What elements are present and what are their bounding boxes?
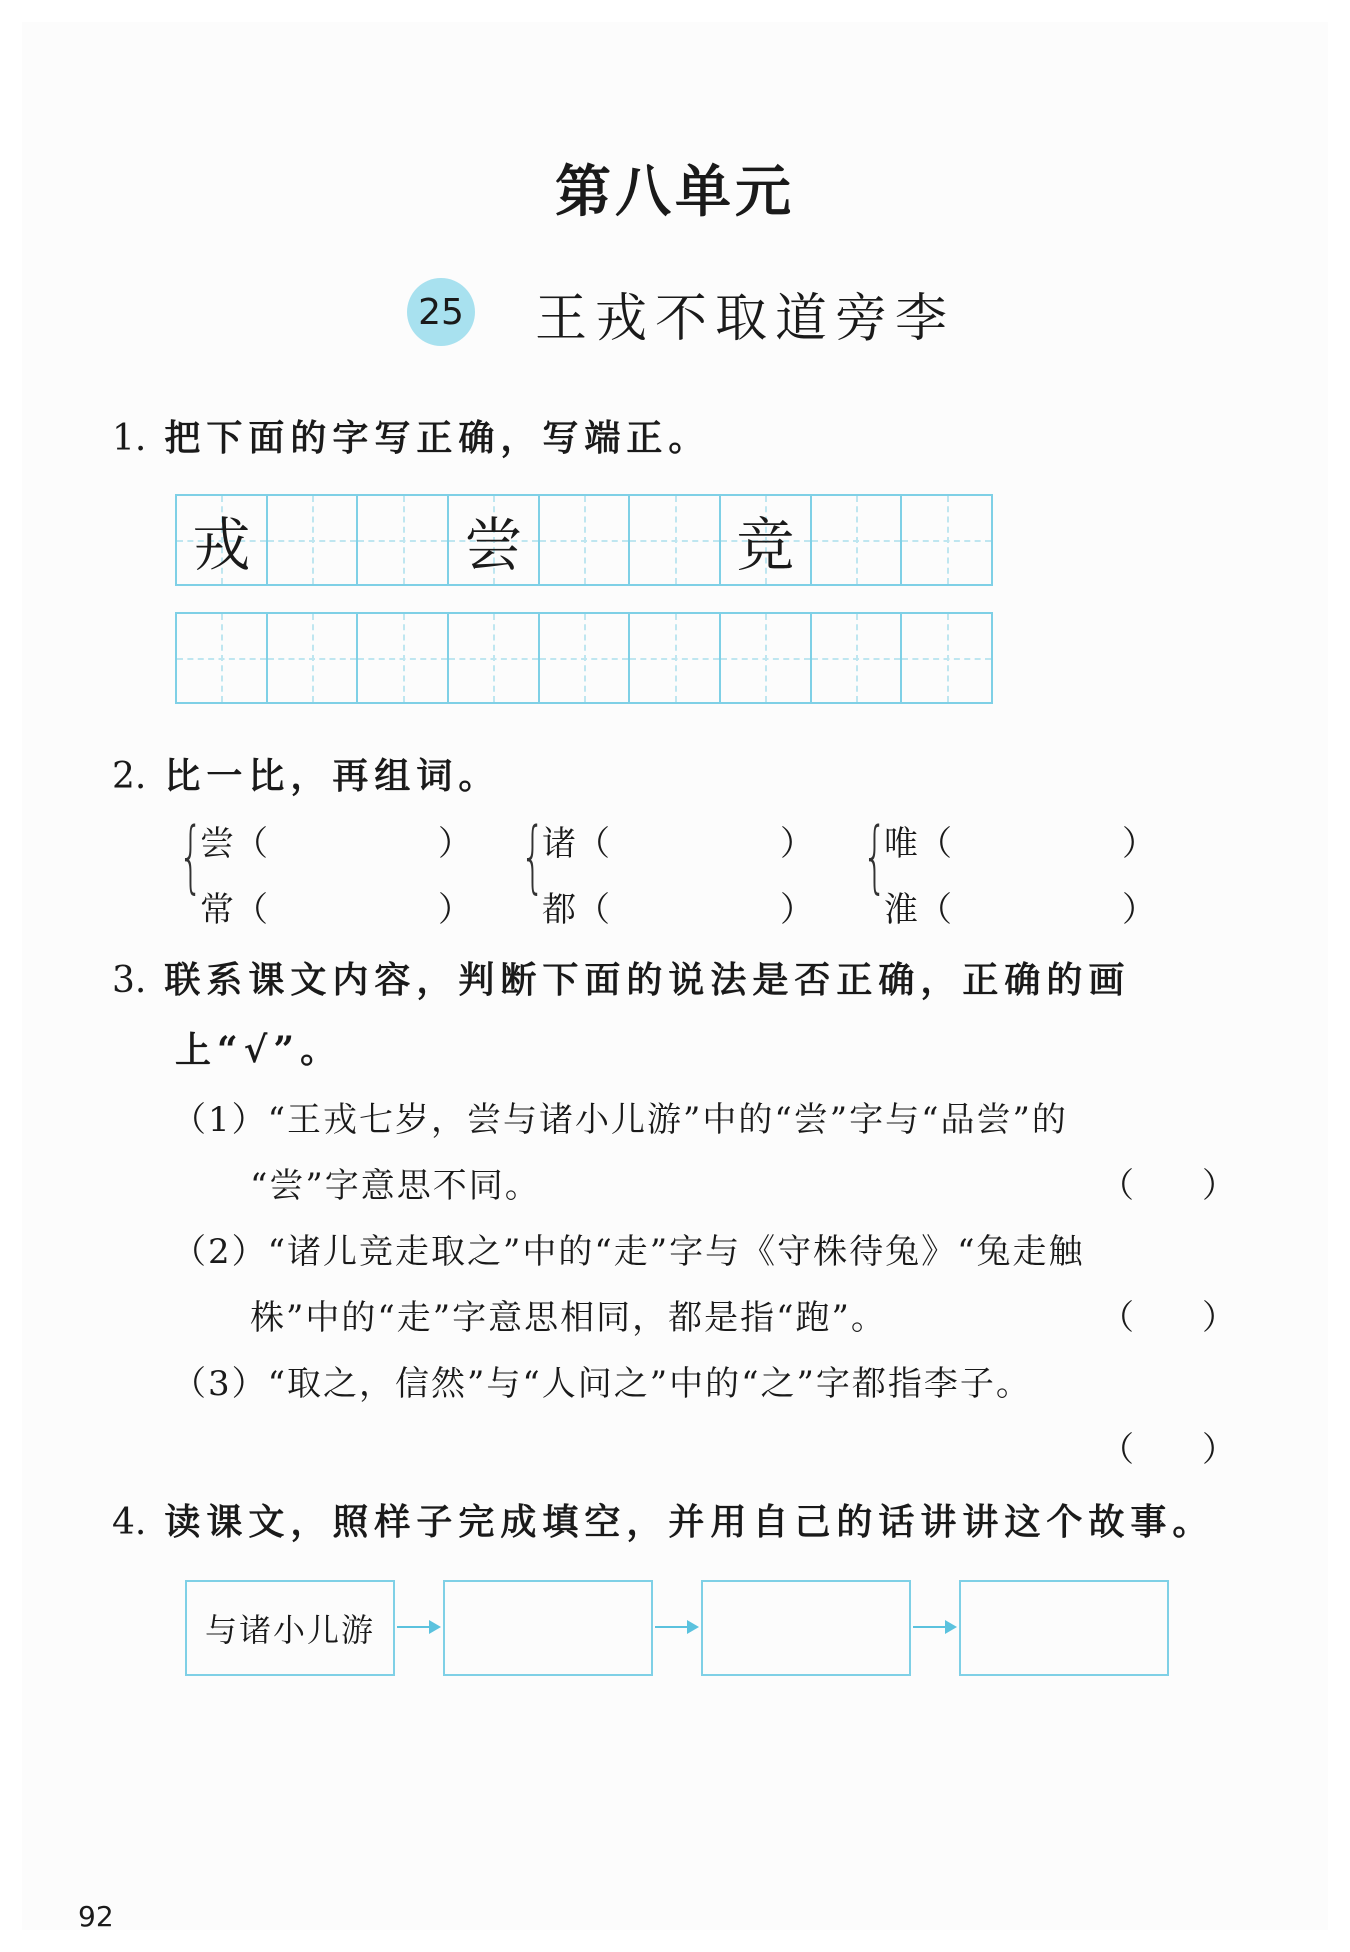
writing-cell[interactable] — [358, 496, 449, 584]
compare-item[interactable]: 尝（ ） — [200, 824, 472, 864]
judge-item-label: （2） — [172, 1232, 268, 1272]
unit-title: 第八单元 — [555, 159, 795, 225]
writing-cell[interactable] — [630, 614, 721, 702]
question-2 — [112, 748, 500, 799]
judge-item-2-line2: 株”中的“走”字意思相同，都是指“跑”。 — [250, 1298, 887, 1338]
writing-cell[interactable] — [358, 614, 449, 702]
answer-paren[interactable]: （ ） — [1100, 1298, 1236, 1338]
arrow-right-icon — [397, 1626, 439, 1628]
question-4-number: 4. — [112, 1502, 147, 1543]
compare-item[interactable]: 都（ ） — [542, 890, 814, 930]
judge-item-1-line1: （1）“王戎七岁，尝与诸小儿游”中的“尝”字与“品尝”的 — [172, 1100, 1068, 1140]
lesson-title: 王戎不取道旁李 — [535, 289, 956, 349]
writing-cell[interactable] — [902, 496, 991, 584]
question-3-number: 3. — [112, 960, 147, 1001]
compare-item[interactable]: 唯（ ） — [884, 824, 1156, 864]
writing-cell[interactable] — [812, 496, 903, 584]
writing-grid-row-2 — [175, 612, 993, 704]
writing-cell[interactable] — [177, 614, 268, 702]
story-box-1: 与诸小儿游 — [185, 1580, 395, 1676]
arrow-right-icon — [913, 1626, 955, 1628]
question-2-text: 比一比，再组词。 — [164, 755, 501, 797]
judge-item-label: （1） — [172, 1100, 268, 1140]
question-1-text: 把下面的字写正确，写端正。 — [164, 417, 711, 459]
story-box-2[interactable] — [443, 1580, 653, 1676]
writing-cell[interactable] — [268, 614, 359, 702]
lesson-number-badge: 25 — [407, 278, 475, 346]
brace-icon: { — [178, 812, 204, 902]
judge-item-label: （3） — [172, 1364, 268, 1404]
writing-cell[interactable] — [268, 496, 359, 584]
judge-item-2-line1: （2）“诸儿竞走取之”中的“走”字与《守株待兔》“兔走触 — [172, 1232, 1085, 1272]
arrow-right-icon — [655, 1626, 697, 1628]
brace-icon: { — [520, 812, 546, 902]
compare-item[interactable]: 淮（ ） — [884, 890, 1156, 930]
question-1-number: 1. — [112, 418, 147, 459]
story-box-3[interactable] — [701, 1580, 911, 1676]
writing-cell[interactable] — [449, 614, 540, 702]
writing-cell[interactable] — [721, 614, 812, 702]
writing-grid-row-1 — [175, 494, 993, 586]
question-3-text-line2: 上“√”。 — [175, 1029, 343, 1071]
writing-cell[interactable] — [812, 614, 903, 702]
question-3-text-line1: 联系课文内容，判断下面的说法是否正确，正确的画 — [164, 959, 1131, 1001]
writing-cell[interactable] — [902, 614, 991, 702]
question-2-number: 2. — [112, 756, 147, 797]
compare-item[interactable]: 常（ ） — [200, 890, 472, 930]
question-4-text: 读课文，照样子完成填空，并用自己的话讲讲这个故事。 — [164, 1501, 1215, 1543]
question-3 — [112, 952, 1130, 1003]
brace-icon: { — [862, 812, 888, 902]
story-box-4[interactable] — [959, 1580, 1169, 1676]
judge-item-1-line2: “尝”字意思不同。 — [250, 1166, 541, 1206]
writing-cell[interactable] — [540, 614, 631, 702]
compare-item[interactable]: 诸（ ） — [542, 824, 814, 864]
writing-cell[interactable]: 尝 — [449, 496, 540, 584]
page-number: 92 — [78, 1900, 114, 1933]
question-1 — [112, 410, 710, 461]
answer-paren[interactable]: （ ） — [1100, 1166, 1236, 1206]
writing-cell[interactable]: 竞 — [721, 496, 812, 584]
writing-cell[interactable] — [630, 496, 721, 584]
answer-paren[interactable]: （ ） — [1100, 1430, 1236, 1470]
writing-cell[interactable]: 戎 — [177, 496, 268, 584]
judge-item-3-line1: （3）“取之，信然”与“人问之”中的“之”字都指李子。 — [172, 1364, 1032, 1404]
writing-cell[interactable] — [540, 496, 631, 584]
question-4 — [112, 1494, 1214, 1545]
